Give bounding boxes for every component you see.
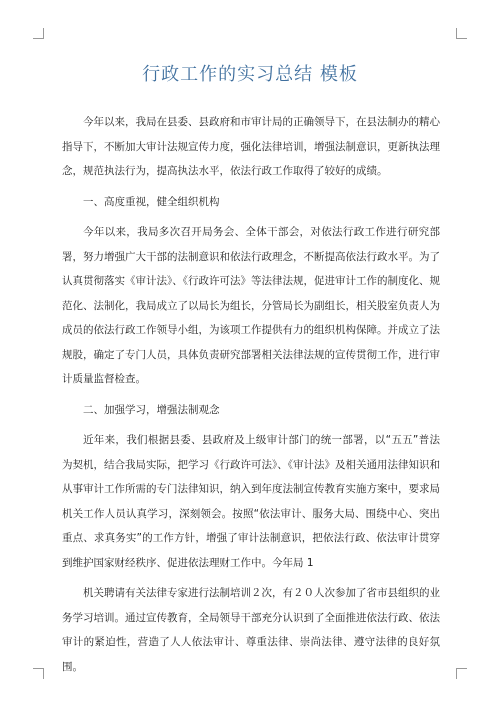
paragraph-intro: 今年以来，我局在县委、县政府和市审计局的正确领导下，在县法制办的精心指导下，不断加大审计法规宣传力度，强化法律培训，增强法制意识，更新执法理念，规范执法行为，提高执法水平，依法行政工作取得了较好的成绩。 xyxy=(62,116,440,177)
crop-mark-top-right xyxy=(456,28,467,39)
section-heading-1: 一、高度重视，健全组织机构 xyxy=(83,195,220,208)
crop-mark-bottom-right xyxy=(456,668,467,679)
section-heading-2: 二、加强学习，增强法制观念 xyxy=(83,403,220,416)
paragraph-section-2-continued: 机关聘请有关法律专家进行法制培训２次，有２０人次参加了省市县组织的业务学习培训。通过宣传教育，全局领导干部充分认识到了全面推进依法行政、依法审计的紧迫性，营造了人人依法审计、尊重法律、崇尚法律、遵守法律的良好氛围。 xyxy=(62,587,440,673)
paragraph-section-1: 今年以来，我局多次召开局务会、全体干部会，对依法行政工作进行研究部署，努力增强广大干部的法制意识和依法行政理念，不断提高依法行政水平。为了认真贯彻落实《审计法》、《行政许可法》等法律法规，促进审计工作的制度化、规范化、法制化，我局成立了以局长为组长，分管局长为副组长，相关股室负责人为成员的依法行政工作领导小组，为该项工作提供有力的组织机构保障。并成立了法规股，确定了专门人员，具体负责研究部署相关法律法规的宣传贯彻工作，进行审计质量监督检查。 xyxy=(62,226,440,385)
paragraph-section-2: 近年来，我们根据县委、县政府及上级审计部门的统一部署，以“五五”普法为契机，结合我局实际，把学习《行政许可法》、《审计法》及相关通用法律知识和从事审计工作所需的专门法律知识，纳入到年度法制宣传教育实施方案中，要求局机关工作人员认真学习，深刻领会。按照“依法审计、服务大局、围绕中心、突出重点、求真务实”的工作方针，增强了审计法制意识，把依法行政、依法审计贯穿到维护国家财经秩序、促进依法理财工作中。今年局 1 xyxy=(62,434,440,569)
crop-mark-top-left xyxy=(33,28,44,39)
document-title: 行政工作的实习总结 模板 xyxy=(142,64,358,85)
document-body xyxy=(62,110,440,685)
crop-mark-bottom-left xyxy=(33,668,44,679)
